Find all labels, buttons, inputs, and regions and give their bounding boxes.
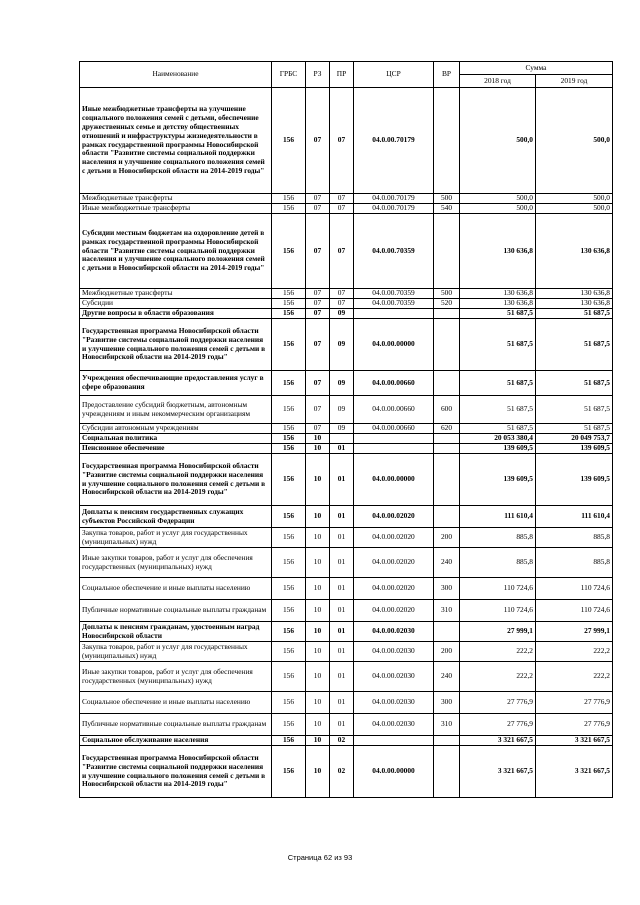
cell-pr: 01 [330,528,354,548]
cell-grbs: 156 [272,214,306,289]
cell-rz: 07 [306,299,330,309]
cell-rz: 10 [306,714,330,736]
table-row [80,746,613,798]
cell-grbs: 156 [272,548,306,578]
cell-name: Социальное обеспечение и иные выплаты населению [80,692,272,714]
table-row [80,204,613,214]
cell-s2: 51 687,5 [536,396,613,424]
table-row [80,736,613,746]
cell-s2: 885,8 [536,528,613,548]
cell-rz: 07 [306,424,330,434]
cell-grbs: 156 [272,622,306,642]
header-rz: РЗ [306,62,330,88]
cell-pr: 01 [330,506,354,528]
cell-s2: 139 609,5 [536,444,613,454]
cell-csr [354,444,434,454]
header-grbs: ГРБС [272,62,306,88]
cell-rz: 07 [306,204,330,214]
cell-name: Иные межбюджетные трансферты [80,204,272,214]
cell-s2: 885,8 [536,548,613,578]
cell-csr: 04.0.00.02030 [354,622,434,642]
cell-pr: 09 [330,396,354,424]
cell-s2: 51 687,5 [536,424,613,434]
cell-grbs: 156 [272,319,306,371]
table-row [80,396,613,424]
cell-csr: 04.0.00.02030 [354,692,434,714]
cell-rz: 10 [306,528,330,548]
cell-s1: 222,2 [460,662,536,692]
cell-s2: 51 687,5 [536,309,613,319]
cell-s1: 130 636,8 [460,214,536,289]
cell-s2: 130 636,8 [536,289,613,299]
cell-rz: 10 [306,622,330,642]
cell-csr: 04.0.00.70359 [354,214,434,289]
cell-s1: 500,0 [460,88,536,194]
cell-vr [434,88,460,194]
cell-s2: 3 321 667,5 [536,746,613,798]
cell-s1: 3 321 667,5 [460,736,536,746]
cell-csr: 04.0.00.70179 [354,204,434,214]
cell-rz: 07 [306,309,330,319]
budget-table [79,61,613,798]
cell-vr: 540 [434,204,460,214]
cell-name: Государственная программа Новосибирской области "Развитие системы социальной поддержки населения и улучшение социального положения семей с детьми в Новосибирской области на 2014-2019 годы" [80,454,272,506]
cell-grbs: 156 [272,662,306,692]
cell-s1: 20 053 380,4 [460,434,536,444]
cell-csr: 04.0.00.00000 [354,746,434,798]
cell-name: Учреждения обеспечивающие предоставления услуг в сфере образования [80,371,272,396]
header-pr: ПР [330,62,354,88]
table-row [80,444,613,454]
cell-rz: 10 [306,600,330,622]
cell-csr: 04.0.00.02020 [354,548,434,578]
cell-vr [434,746,460,798]
cell-pr: 01 [330,714,354,736]
cell-s1: 500,0 [460,194,536,204]
cell-name: Доплаты к пенсиям гражданам, удостоенным наград Новосибирской области [80,622,272,642]
cell-name: Государственная программа Новосибирской области "Развитие системы социальной поддержки населения и улучшение социального положения семей с детьми в Новосибирской области на 2014-2019 годы" [80,746,272,798]
cell-pr: 01 [330,444,354,454]
cell-vr [434,506,460,528]
cell-grbs: 156 [272,289,306,299]
cell-grbs: 156 [272,194,306,204]
table-row [80,434,613,444]
cell-csr: 04.0.00.00000 [354,319,434,371]
cell-vr [434,736,460,746]
cell-grbs: 156 [272,204,306,214]
cell-vr [434,454,460,506]
cell-grbs: 156 [272,396,306,424]
cell-rz: 07 [306,88,330,194]
cell-s1: 139 609,5 [460,454,536,506]
cell-rz: 07 [306,396,330,424]
cell-pr: 01 [330,600,354,622]
cell-s1: 27 999,1 [460,622,536,642]
table-row [80,622,613,642]
cell-s2: 27 999,1 [536,622,613,642]
cell-s1: 51 687,5 [460,319,536,371]
cell-s1: 51 687,5 [460,396,536,424]
cell-rz: 10 [306,736,330,746]
cell-grbs: 156 [272,309,306,319]
cell-rz: 10 [306,578,330,600]
cell-vr: 300 [434,692,460,714]
cell-grbs: 156 [272,371,306,396]
cell-grbs: 156 [272,736,306,746]
cell-rz: 10 [306,454,330,506]
cell-csr: 04.0.00.70359 [354,289,434,299]
table-row [80,548,613,578]
cell-grbs: 156 [272,454,306,506]
cell-csr [354,309,434,319]
cell-csr: 04.0.00.02030 [354,662,434,692]
cell-csr: 04.0.00.70179 [354,194,434,204]
cell-vr: 310 [434,714,460,736]
cell-csr: 04.0.00.02020 [354,600,434,622]
header-name: Наименование [80,62,272,88]
cell-csr: 04.0.00.70359 [354,299,434,309]
cell-pr: 01 [330,692,354,714]
cell-vr [434,622,460,642]
cell-s2: 110 724,6 [536,578,613,600]
cell-s2: 500,0 [536,88,613,194]
cell-csr: 04.0.00.02020 [354,506,434,528]
cell-vr: 310 [434,600,460,622]
table-row [80,714,613,736]
cell-s1: 885,8 [460,548,536,578]
cell-s1: 110 724,6 [460,600,536,622]
cell-s1: 27 776,9 [460,714,536,736]
cell-s2: 51 687,5 [536,319,613,371]
cell-vr: 600 [434,396,460,424]
cell-rz: 07 [306,289,330,299]
cell-s2: 139 609,5 [536,454,613,506]
cell-csr [354,434,434,444]
cell-s2: 110 724,6 [536,600,613,622]
table-row [80,194,613,204]
cell-s2: 500,0 [536,194,613,204]
cell-rz: 10 [306,444,330,454]
cell-s2: 20 049 753,7 [536,434,613,444]
cell-pr: 09 [330,371,354,396]
cell-pr [330,434,354,444]
cell-name: Другие вопросы в области образования [80,309,272,319]
cell-vr: 240 [434,662,460,692]
table-body [80,88,613,798]
cell-pr: 07 [330,289,354,299]
cell-pr: 01 [330,622,354,642]
cell-csr: 04.0.00.02020 [354,578,434,600]
table-row [80,88,613,194]
cell-csr: 04.0.00.02020 [354,528,434,548]
cell-s1: 222,2 [460,642,536,662]
table-row [80,299,613,309]
cell-name: Предоставление субсидий бюджетным, автономным учреждениям и иным некоммерческим организациям [80,396,272,424]
cell-s1: 110 724,6 [460,578,536,600]
cell-vr [434,444,460,454]
cell-s2: 222,2 [536,642,613,662]
cell-name: Закупка товаров, работ и услуг для государственных (муниципальных) нужд [80,642,272,662]
cell-name: Доплаты к пенсиям государственных служащих субъектов Российской Федерации [80,506,272,528]
cell-vr: 300 [434,578,460,600]
cell-s1: 111 610,4 [460,506,536,528]
table-row [80,642,613,662]
table-row [80,692,613,714]
cell-name: Закупка товаров, работ и услуг для государственных (муниципальных) нужд [80,528,272,548]
cell-s2: 130 636,8 [536,214,613,289]
cell-rz: 07 [306,214,330,289]
cell-csr: 04.0.00.00660 [354,424,434,434]
cell-csr [354,736,434,746]
cell-pr: 01 [330,662,354,692]
cell-pr: 01 [330,578,354,600]
cell-pr: 07 [330,88,354,194]
cell-vr: 520 [434,299,460,309]
cell-vr: 240 [434,548,460,578]
cell-s2: 222,2 [536,662,613,692]
cell-name: Иные закупки товаров, работ и услуг для обеспечения государственных (муниципальных) нужд [80,548,272,578]
cell-rz: 10 [306,642,330,662]
cell-grbs: 156 [272,434,306,444]
cell-s1: 130 636,8 [460,299,536,309]
header-sum: Сумма [460,62,613,75]
cell-rz: 10 [306,692,330,714]
cell-name: Субсидии местным бюджетам на оздоровление детей в рамках государственной программы Новосибирской области "Развитие системы социальной поддержки населения и улучшение социального положения семей с детьми в Новосибирской области на 2014-2019 годы" [80,214,272,289]
cell-grbs: 156 [272,578,306,600]
cell-name: Субсидии автономным учреждениям [80,424,272,434]
cell-vr: 500 [434,289,460,299]
cell-s2: 111 610,4 [536,506,613,528]
cell-pr: 01 [330,642,354,662]
table-row [80,319,613,371]
cell-pr: 09 [330,424,354,434]
cell-s2: 27 776,9 [536,692,613,714]
cell-rz: 07 [306,194,330,204]
cell-csr: 04.0.00.00660 [354,371,434,396]
cell-s1: 27 776,9 [460,692,536,714]
cell-grbs: 156 [272,642,306,662]
cell-vr [434,371,460,396]
cell-grbs: 156 [272,424,306,434]
cell-csr: 04.0.00.00000 [354,454,434,506]
cell-pr: 09 [330,319,354,371]
table-row [80,528,613,548]
cell-vr [434,309,460,319]
cell-pr: 07 [330,214,354,289]
cell-vr [434,214,460,289]
cell-s2: 3 321 667,5 [536,736,613,746]
cell-pr: 01 [330,454,354,506]
table-row [80,454,613,506]
cell-csr: 04.0.00.70179 [354,88,434,194]
cell-pr: 07 [330,194,354,204]
cell-pr: 07 [330,204,354,214]
cell-name: Иные закупки товаров, работ и услуг для обеспечения государственных (муниципальных) нужд [80,662,272,692]
cell-grbs: 156 [272,88,306,194]
cell-grbs: 156 [272,528,306,548]
cell-s1: 130 636,8 [460,289,536,299]
header-year-2018: 2018 год [460,75,536,88]
cell-name: Социальная политика [80,434,272,444]
cell-grbs: 156 [272,746,306,798]
cell-rz: 07 [306,319,330,371]
cell-rz: 07 [306,371,330,396]
cell-csr: 04.0.00.00660 [354,396,434,424]
table-row [80,662,613,692]
cell-s1: 51 687,5 [460,371,536,396]
page-footer: Страница 62 из 93 [287,853,353,862]
cell-s1: 500,0 [460,204,536,214]
table-row [80,578,613,600]
table-row [80,424,613,434]
cell-vr: 620 [434,424,460,434]
cell-name: Государственная программа Новосибирской области "Развитие системы социальной поддержки населения и улучшение социального положения семей с детьми в Новосибирской области на 2014-2019 годы" [80,319,272,371]
cell-s1: 885,8 [460,528,536,548]
cell-s2: 51 687,5 [536,371,613,396]
header-csr: ЦСР [354,62,434,88]
cell-s1: 3 321 667,5 [460,746,536,798]
cell-rz: 10 [306,434,330,444]
table-row [80,214,613,289]
cell-s2: 130 636,8 [536,299,613,309]
table-row [80,289,613,299]
cell-name: Субсидии [80,299,272,309]
cell-csr: 04.0.00.02030 [354,714,434,736]
cell-grbs: 156 [272,692,306,714]
cell-vr: 200 [434,642,460,662]
cell-pr: 07 [330,299,354,309]
cell-grbs: 156 [272,714,306,736]
cell-vr: 200 [434,528,460,548]
cell-grbs: 156 [272,299,306,309]
cell-rz: 10 [306,548,330,578]
cell-rz: 10 [306,506,330,528]
cell-pr: 02 [330,736,354,746]
cell-pr: 09 [330,309,354,319]
cell-s1: 139 609,5 [460,444,536,454]
cell-s1: 51 687,5 [460,424,536,434]
cell-s2: 500,0 [536,204,613,214]
cell-name: Межбюджетные трансферты [80,289,272,299]
cell-vr [434,434,460,444]
cell-name: Межбюджетные трансферты [80,194,272,204]
table-row [80,309,613,319]
cell-rz: 10 [306,746,330,798]
cell-name: Пенсионное обеспечение [80,444,272,454]
cell-name: Социальное обслуживание населения [80,736,272,746]
cell-grbs: 156 [272,600,306,622]
header-year-2019: 2019 год [536,75,613,88]
table-row [80,506,613,528]
cell-name: Иные межбюджетные трансферты на улучшение социального положения семей с детьми, обеспечение дружественных семье и детству общественных отношений и инфраструктуры жизнедеятельности в рамках государственной программы Новосибирской области "Развитие системы социальной поддержки населения и улучшение социального положения семей с детьми в Новосибирской области на 2014-2019 годы" [80,88,272,194]
cell-vr [434,319,460,371]
cell-s2: 27 776,9 [536,714,613,736]
cell-grbs: 156 [272,444,306,454]
header-vr: ВР [434,62,460,88]
cell-name: Публичные нормативные социальные выплаты гражданам [80,714,272,736]
cell-pr: 02 [330,746,354,798]
cell-vr: 500 [434,194,460,204]
cell-s1: 51 687,5 [460,309,536,319]
cell-pr: 01 [330,548,354,578]
cell-name: Социальное обеспечение и иные выплаты населению [80,578,272,600]
table-row [80,600,613,622]
cell-grbs: 156 [272,506,306,528]
cell-rz: 10 [306,662,330,692]
table-row [80,371,613,396]
cell-csr: 04.0.00.02030 [354,642,434,662]
cell-name: Публичные нормативные социальные выплаты гражданам [80,600,272,622]
